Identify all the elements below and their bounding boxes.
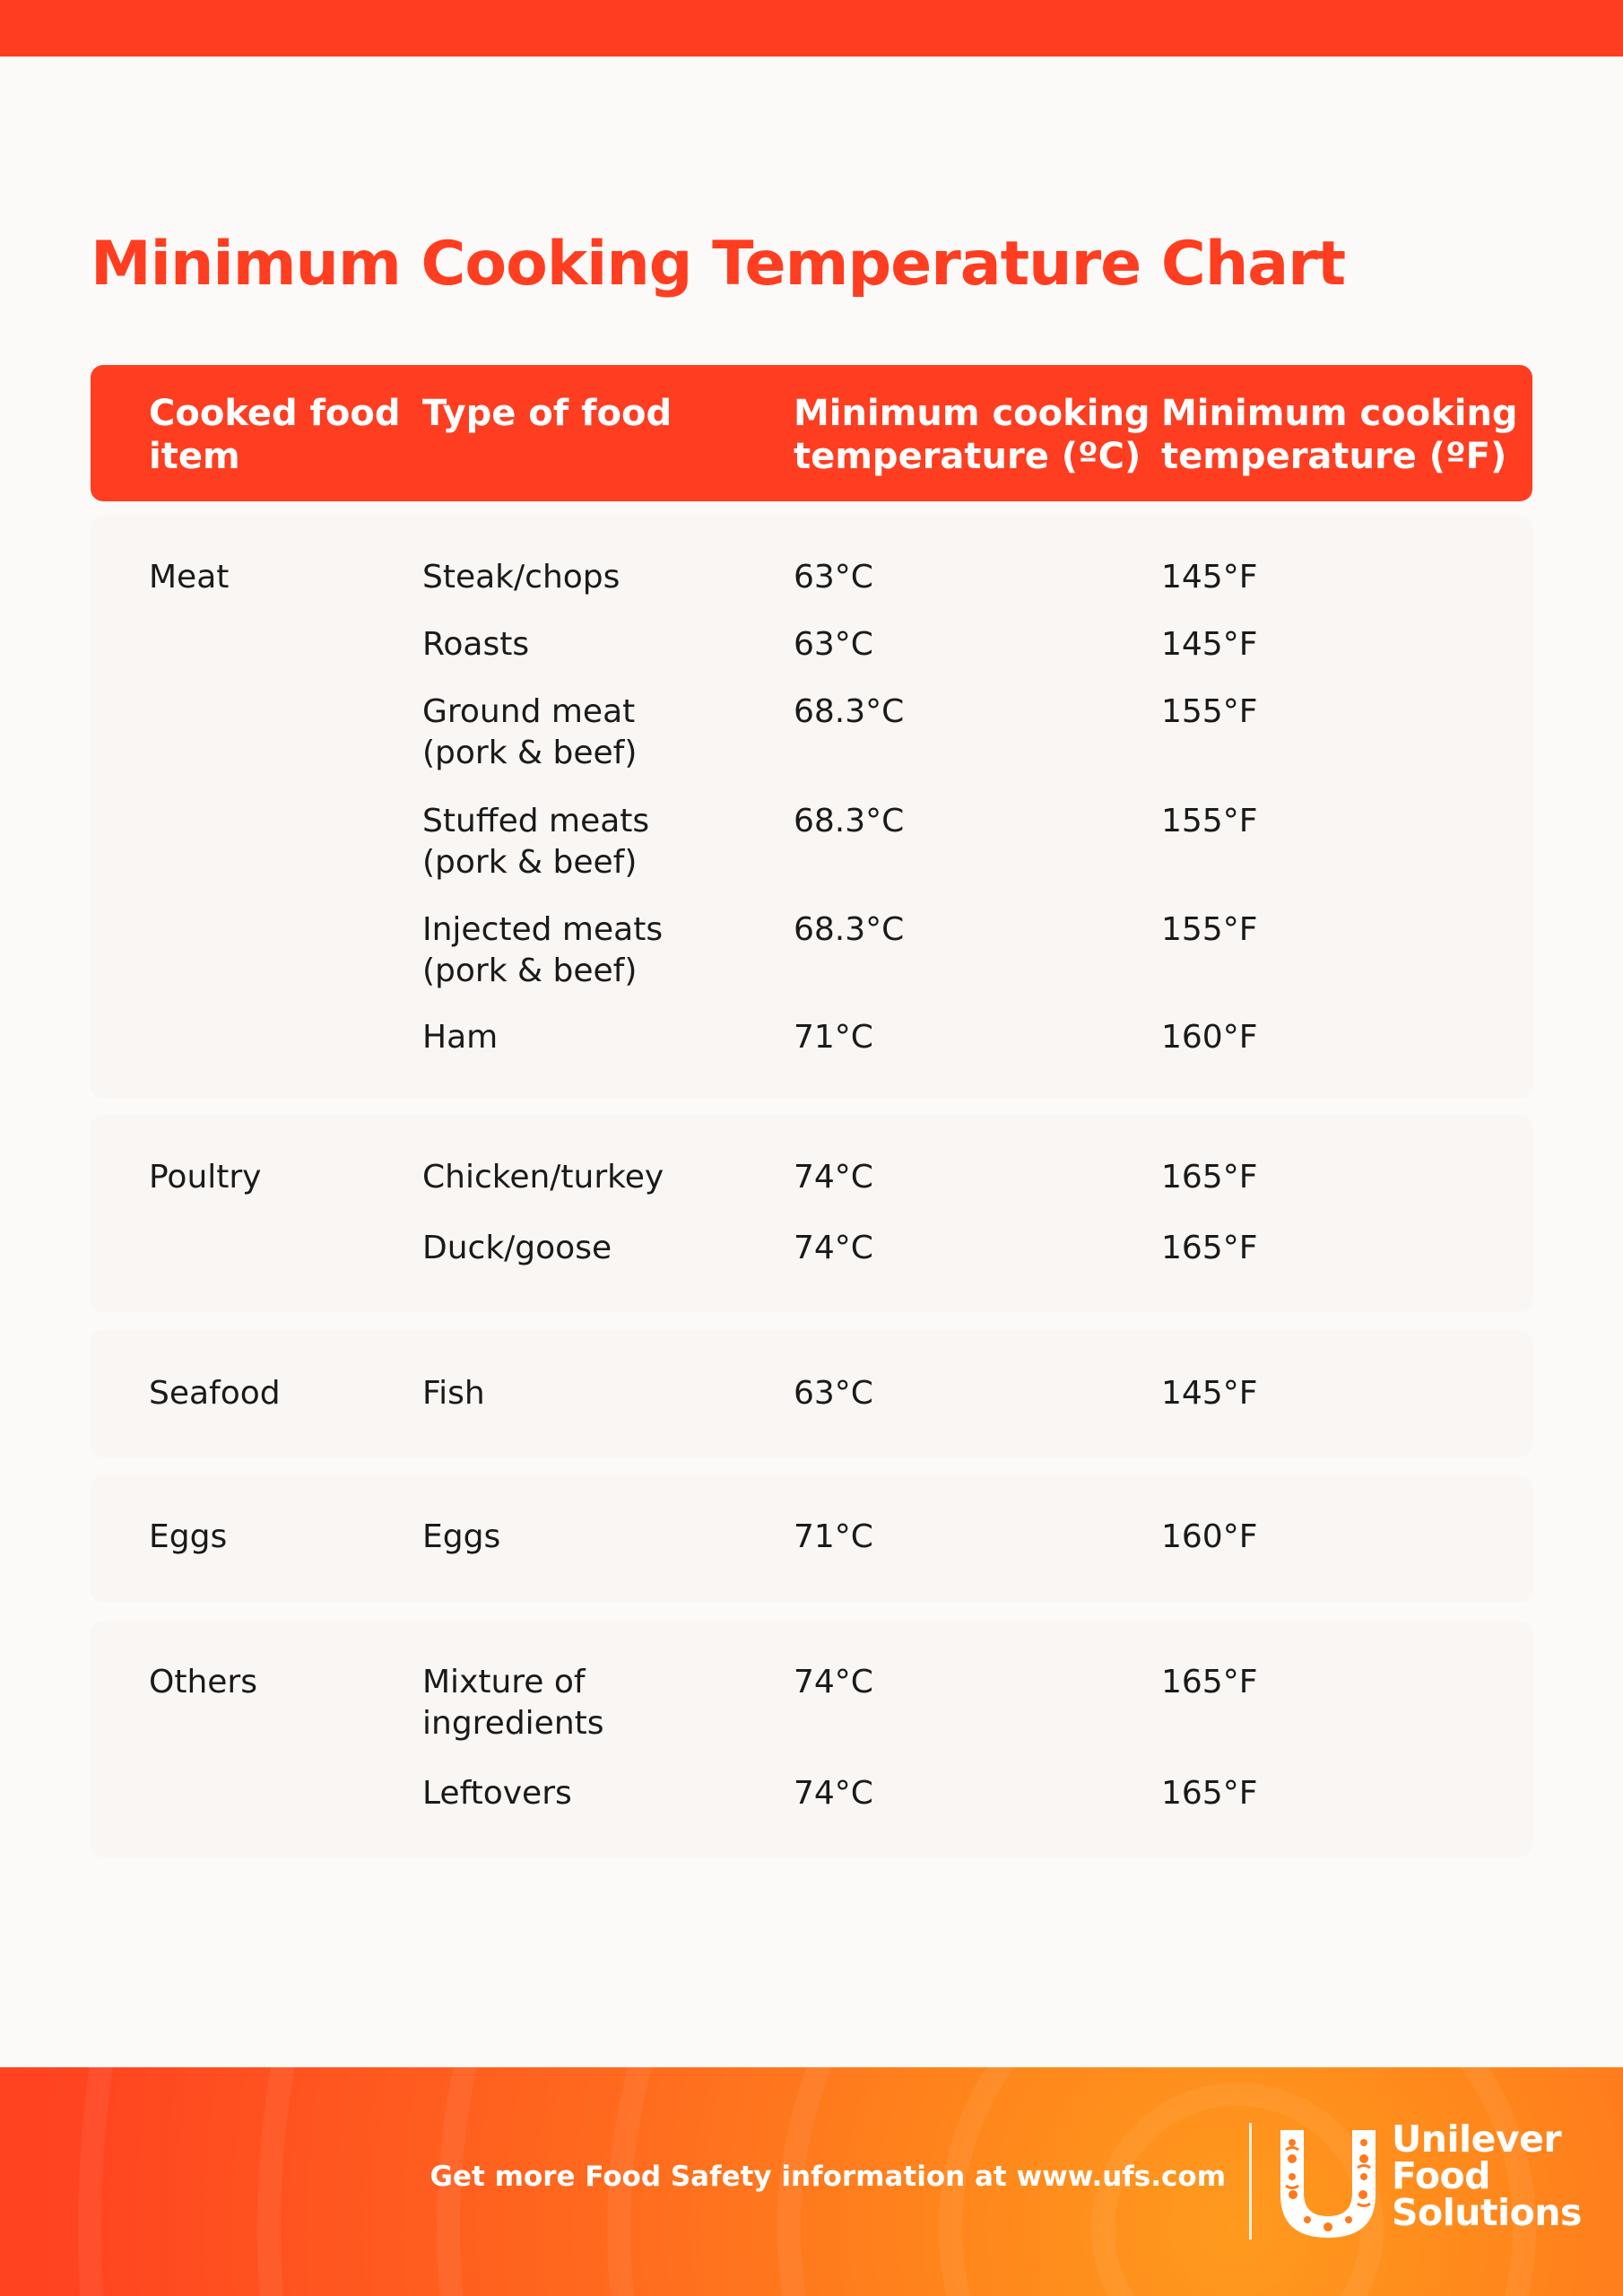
temp-fahrenheit: 155°F xyxy=(1161,911,1258,948)
category-label: Meat xyxy=(149,559,230,596)
page-title: Minimum Cooking Temperature Chart xyxy=(91,229,1346,300)
temp-celsius: 63°C xyxy=(794,1375,873,1412)
food-type: Leftovers xyxy=(422,1775,572,1812)
table-header xyxy=(91,365,1532,501)
temp-celsius: 74°C xyxy=(794,1775,873,1812)
food-type: Mixture of ingredients xyxy=(422,1664,604,1742)
category-label: Poultry xyxy=(149,1159,262,1196)
footer-info-link[interactable]: Get more Food Safety information at www.ufs.com xyxy=(430,2161,1226,2193)
temp-fahrenheit: 165°F xyxy=(1161,1664,1258,1700)
temp-fahrenheit: 145°F xyxy=(1161,626,1258,663)
temp-fahrenheit: 155°F xyxy=(1161,803,1258,839)
food-type: Steak/chops xyxy=(422,559,621,596)
food-type: Fish xyxy=(422,1375,485,1412)
temp-celsius: 68.3°C xyxy=(794,803,905,839)
temp-fahrenheit: 160°F xyxy=(1161,1019,1258,1056)
group-eggs xyxy=(91,1475,1532,1603)
header-min-temp-f: Minimum cooking temperature (ºF) xyxy=(1161,393,1518,477)
temp-celsius: 74°C xyxy=(794,1230,873,1266)
food-type: Eggs xyxy=(422,1518,501,1555)
temp-celsius: 71°C xyxy=(794,1019,873,1056)
temp-celsius: 71°C xyxy=(794,1518,873,1555)
temp-fahrenheit: 145°F xyxy=(1161,1375,1258,1412)
unilever-food-solutions-logo-text xyxy=(1392,2118,1582,2234)
food-type: Chicken/turkey xyxy=(422,1159,664,1196)
temp-celsius: 63°C xyxy=(794,559,873,596)
temp-fahrenheit: 165°F xyxy=(1161,1159,1258,1196)
logo-line-1: Unilever xyxy=(1392,2118,1562,2161)
food-type: Stuffed meats (pork & beef) xyxy=(422,803,650,881)
temp-celsius: 74°C xyxy=(794,1159,873,1196)
food-type: Roasts xyxy=(422,626,530,663)
temp-fahrenheit: 165°F xyxy=(1161,1775,1258,1812)
group-meat xyxy=(91,516,1532,1099)
category-label: Eggs xyxy=(149,1518,228,1555)
group-others xyxy=(91,1621,1532,1857)
food-type: Injected meats (pork & beef) xyxy=(422,911,664,989)
category-label: Others xyxy=(149,1664,257,1700)
top-accent-bar xyxy=(0,0,1623,57)
logo-line-2: Food xyxy=(1392,2154,1491,2197)
unilever-u-logo-icon xyxy=(1273,2126,1383,2241)
header-cooked-food-item: Cooked food item xyxy=(149,393,401,477)
food-type: Ham xyxy=(422,1019,499,1056)
food-type: Ground meat (pork & beef) xyxy=(422,693,638,771)
footer-banner xyxy=(0,2067,1623,2296)
temp-celsius: 74°C xyxy=(794,1664,873,1700)
group-seafood xyxy=(91,1330,1532,1457)
group-poultry xyxy=(91,1115,1532,1312)
header-min-temp-c: Minimum cooking temperature (ºC) xyxy=(794,393,1150,477)
food-type: Duck/goose xyxy=(422,1230,612,1266)
footer-divider xyxy=(1249,2123,1252,2239)
temp-fahrenheit: 160°F xyxy=(1161,1518,1258,1555)
temp-fahrenheit: 155°F xyxy=(1161,693,1258,730)
header-type-of-food: Type of food xyxy=(422,393,673,434)
temp-fahrenheit: 165°F xyxy=(1161,1230,1258,1266)
category-label: Seafood xyxy=(149,1375,281,1412)
logo-line-3: Solutions xyxy=(1392,2191,1582,2234)
temp-fahrenheit: 145°F xyxy=(1161,559,1258,596)
temp-celsius: 68.3°C xyxy=(794,693,905,730)
temp-celsius: 68.3°C xyxy=(794,911,905,948)
temp-celsius: 63°C xyxy=(794,626,873,663)
